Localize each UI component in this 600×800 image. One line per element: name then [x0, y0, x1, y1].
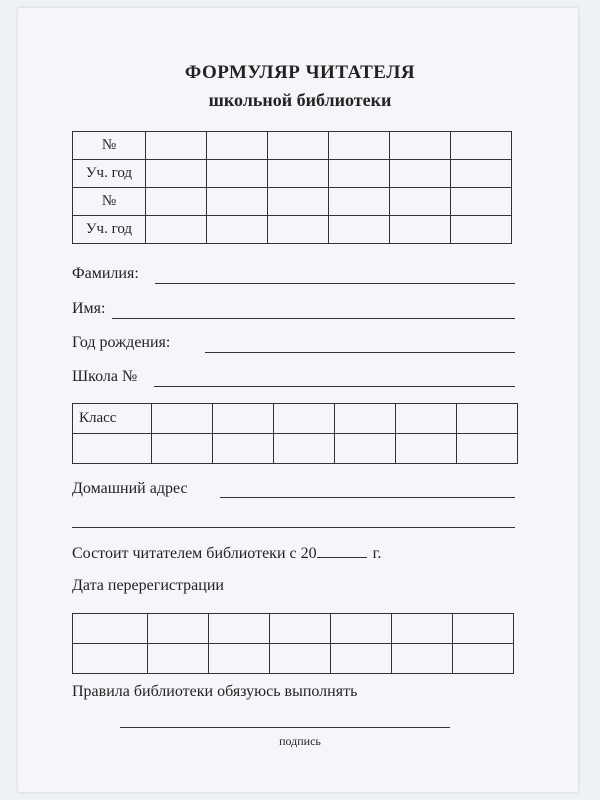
- grid-cell[interactable]: [451, 216, 512, 244]
- home-address-label: Домашний адрес: [72, 480, 188, 497]
- member-since-label: [72, 543, 381, 563]
- grid-cell[interactable]: [451, 160, 512, 188]
- reregistration-grid: [72, 613, 514, 674]
- grid-cell[interactable]: [331, 644, 392, 674]
- grid-cell[interactable]: [268, 188, 329, 216]
- birth-year-label: Год рождения:: [72, 334, 171, 351]
- grid-cell[interactable]: [207, 188, 268, 216]
- grid-cell[interactable]: [396, 404, 457, 434]
- grid-cell[interactable]: [453, 644, 514, 674]
- grid-cell[interactable]: [274, 434, 335, 464]
- grid-cell[interactable]: [209, 614, 270, 644]
- grid-cell[interactable]: [146, 132, 207, 160]
- grid-cell[interactable]: [73, 644, 148, 674]
- grid-cell[interactable]: [329, 216, 390, 244]
- grid-label: Уч. год: [73, 216, 146, 244]
- grid-label: №: [73, 188, 146, 216]
- grid-cell[interactable]: [148, 614, 209, 644]
- surname-label: Фамилия:: [72, 265, 139, 282]
- grid-cell[interactable]: [73, 614, 148, 644]
- grid-cell[interactable]: [331, 614, 392, 644]
- table-row: [73, 644, 514, 674]
- grid-cell[interactable]: [457, 434, 518, 464]
- grid-cell[interactable]: [207, 160, 268, 188]
- form-title: ФОРМУЛЯР ЧИТАТЕЛЯ: [184, 62, 416, 83]
- grid-cell[interactable]: [268, 132, 329, 160]
- signature-field[interactable]: [120, 727, 450, 728]
- grid-cell[interactable]: [453, 614, 514, 644]
- grid-label: №: [73, 132, 146, 160]
- home-address-field-line2[interactable]: [72, 527, 515, 528]
- form-page: [18, 8, 578, 792]
- form-subtitle: школьной библиотеки: [208, 90, 392, 110]
- member-since-year-field[interactable]: [317, 543, 367, 558]
- school-label: Школа №: [72, 368, 138, 385]
- grid-cell[interactable]: [268, 216, 329, 244]
- class-grid: [72, 403, 518, 464]
- grid-cell[interactable]: [146, 216, 207, 244]
- table-row: [73, 434, 518, 464]
- grid-cell[interactable]: [335, 434, 396, 464]
- rules-text: Правила библиотеки обязуюсь выполнять: [72, 683, 358, 700]
- grid-cell[interactable]: [270, 614, 331, 644]
- grid-cell[interactable]: [207, 216, 268, 244]
- signature-label: подпись: [279, 734, 321, 748]
- grid-cell[interactable]: [207, 132, 268, 160]
- grid-cell[interactable]: [329, 132, 390, 160]
- grid-cell[interactable]: [270, 644, 331, 674]
- grid-cell[interactable]: [390, 216, 451, 244]
- grid-cell[interactable]: [213, 404, 274, 434]
- home-address-field[interactable]: [220, 497, 515, 498]
- grid-cell[interactable]: [152, 404, 213, 434]
- name-label: Имя:: [72, 300, 106, 317]
- grid-cell[interactable]: [396, 434, 457, 464]
- grid-cell[interactable]: [148, 644, 209, 674]
- grid-cell[interactable]: [268, 160, 329, 188]
- table-row: [73, 188, 512, 216]
- grid-cell[interactable]: [390, 188, 451, 216]
- grid-cell[interactable]: [390, 132, 451, 160]
- grid-cell[interactable]: [152, 434, 213, 464]
- grid-cell[interactable]: [73, 434, 152, 464]
- grid-label: Уч. год: [73, 160, 146, 188]
- year-grid: [72, 131, 512, 244]
- table-row: [73, 160, 512, 188]
- grid-cell[interactable]: [329, 188, 390, 216]
- year-suffix: г.: [372, 545, 382, 562]
- table-row: [73, 614, 514, 644]
- table-row: [73, 404, 518, 434]
- grid-cell[interactable]: [146, 160, 207, 188]
- table-row: [73, 132, 512, 160]
- grid-cell[interactable]: [451, 132, 512, 160]
- grid-cell[interactable]: [392, 644, 453, 674]
- name-field[interactable]: [112, 318, 515, 319]
- reregistration-label: Дата перерегистрации: [72, 577, 224, 594]
- grid-cell[interactable]: [209, 644, 270, 674]
- class-label: Класс: [73, 404, 152, 434]
- school-field[interactable]: [154, 386, 515, 387]
- table-row: [73, 216, 512, 244]
- grid-cell[interactable]: [274, 404, 335, 434]
- grid-cell[interactable]: [457, 404, 518, 434]
- grid-cell[interactable]: [213, 434, 274, 464]
- grid-cell[interactable]: [392, 614, 453, 644]
- surname-field[interactable]: [155, 283, 515, 284]
- grid-cell[interactable]: [329, 160, 390, 188]
- grid-cell[interactable]: [146, 188, 207, 216]
- grid-cell[interactable]: [335, 404, 396, 434]
- grid-cell[interactable]: [451, 188, 512, 216]
- member-since-text: Состоит читателем библиотеки с 20: [72, 545, 317, 562]
- birth-year-field[interactable]: [205, 352, 515, 353]
- grid-cell[interactable]: [390, 160, 451, 188]
